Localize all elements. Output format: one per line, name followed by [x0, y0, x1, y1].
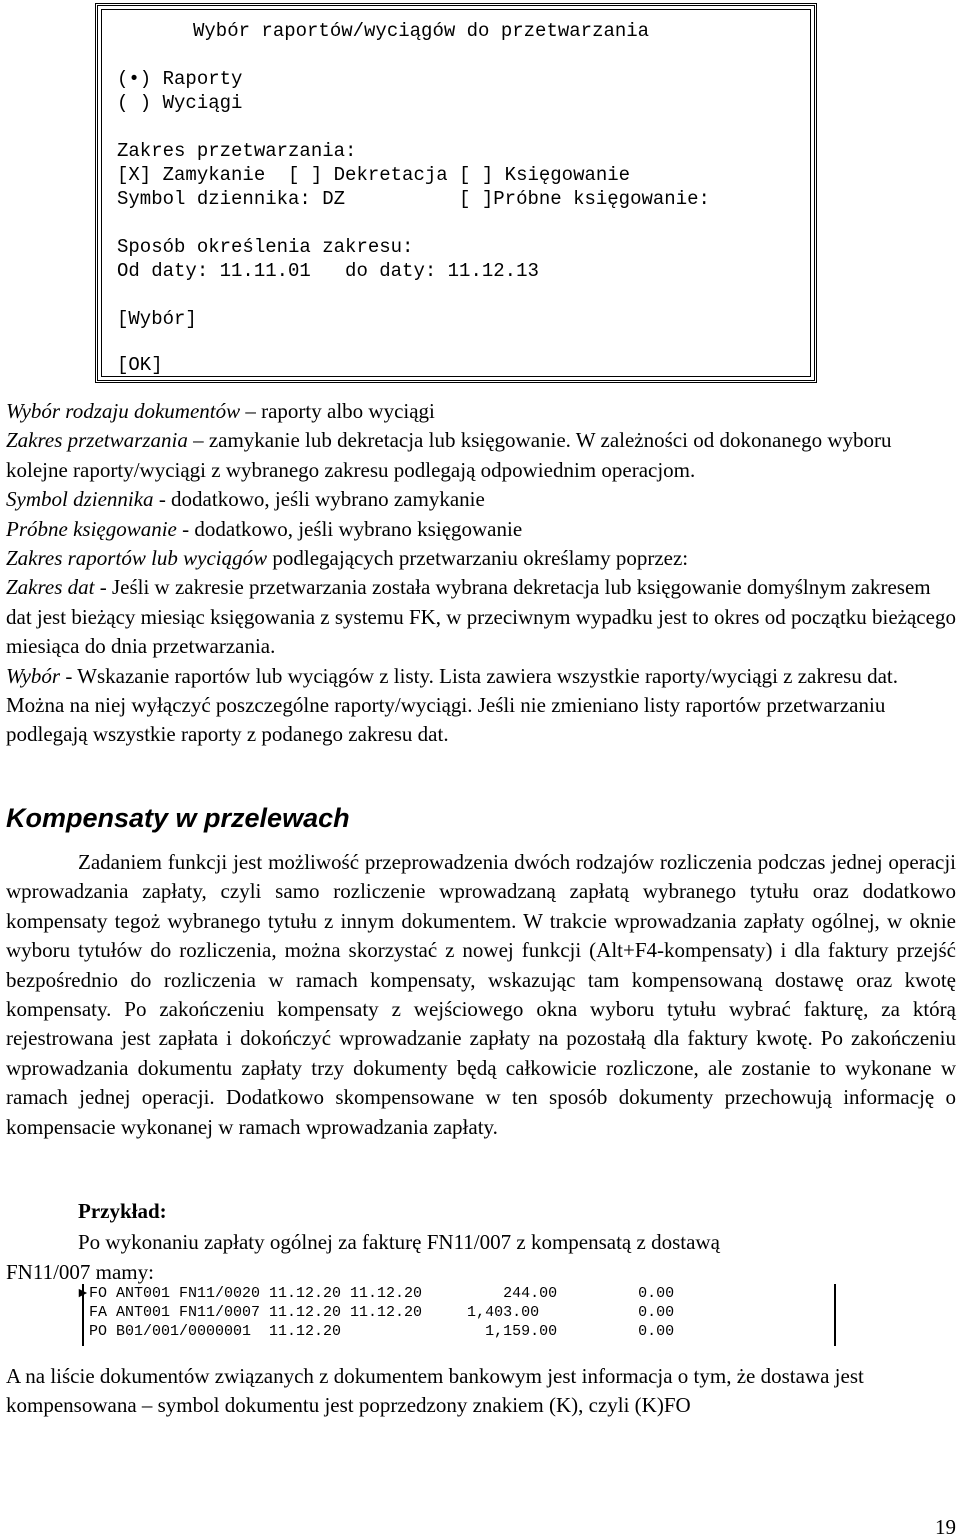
radio-wyciagi[interactable]: ( ) Wyciągi — [117, 92, 243, 114]
wybor-button[interactable]: [Wybór] — [117, 308, 197, 330]
desc-text: – zamykanie lub dekretacja lub księgowanie. W zależności od dokonanego wyboru kolejne raporty/wyciągi z wybranego zakresu podlegają odpowiednim operacjom. — [6, 428, 892, 482]
section-body — [6, 848, 956, 1142]
desc-text: - dodatkowo, jeśli wybrano księgowanie — [176, 516, 523, 541]
closing-paragraph — [6, 1362, 958, 1421]
closing-text: A na liście dokumentów związanych z dokumentem bankowym jest informacja o tym, że dostawa jest kompensowana – symbol dokumentu jest poprzedzony znakiem (K), czyli (K)FO — [6, 1364, 864, 1418]
desc-term: Symbol dziennika — [6, 487, 154, 512]
desc-text: podlegających przetwarzaniu określamy poprzez: — [267, 546, 689, 571]
row-pointer-icon: ► — [76, 1286, 90, 1301]
example-line-2: FN11/007 mamy: — [6, 1260, 154, 1284]
desc-term: Próbne księgowanie — [6, 516, 177, 541]
grid-row[interactable]: FA ANT001 FN11/0007 11.12.20 11.12.20 1,403.00 0.00 — [89, 1304, 675, 1321]
dialog-title: Wybór raportów/wyciągów do przetwarzania — [193, 20, 650, 42]
example-label: Przykład: — [78, 1199, 167, 1223]
example-line-1: Po wykonaniu zapłaty ogólnej za fakturę FN11/007 z kompensatą z dostawą — [78, 1230, 720, 1254]
desc-term: Zakres dat — [6, 575, 95, 600]
desc-paragraph — [6, 397, 956, 426]
body-paragraph: Zadaniem funkcji jest możliwość przeprowadzenia dwóch rodzajów rozliczenia podczas jednej operacji wprowadzania zapłaty, czyli samo rozliczenie wprowadzaną zapłatą wybranego tytułu oraz dodatkowo kompensaty tegoż wybranego tytułu z innym dokumentem. W trakcie wprowadzania zapłaty ogólnej, w oknie wyboru tytułów do rozliczenia, można skorzystać z nowej funkcji (Alt+F4-kompensaty) i dla faktury przejść bezpośrednio do rozliczenia w ramach kompensaty, wskazując tam kompensowaną dostawę oraz kwotę kompensaty. Po zakończeniu kompensaty z wejściowego okna wyboru tytułu wybrać fakturę, za którą rejestrowana jest zapłata i dokończyć wprowadzanie zapłaty na pozostałą dla faktury kwotę. Po zakończeniu wprowadzania dokumentu zapłaty trzy dokumenty będą całkowicie rozliczone, ale zostanie to wykonane w ramach jednej operacji. Dodatkowo skompensowane w ten sposób dokumenty przechowują informację o kompensacie wykonanej w ramach wprowadzania zapłaty. — [6, 850, 956, 1139]
desc-text: - Wskazanie raportów lub wyciągów z listy. Lista zawiera wszystkie raporty/wyciągi z zakresu dat. Można na niej wyłączyć poszczególne raporty/wyciągi. Jeśli nie zmieniano listy raportów przetwarzaniu podlegają wszystkie raporty z podanego zakresu dat. — [6, 663, 899, 747]
date-range-fields[interactable]: Od daty: 11.11.01 do daty: 11.12.13 — [117, 260, 539, 282]
desc-paragraph — [6, 662, 956, 750]
sposob-label: Sposób określenia zakresu: — [117, 236, 414, 258]
desc-text: - Jeśli w zakresie przetwarzania została wybrana dekretacja lub księgowanie domyślnym zakresem dat jest bieżący miesiąc księgowania z systemu FK, w przeciwnym wypadku jest to okres od początku bieżącego miesiąca do dnia przetwarzania. — [6, 575, 956, 659]
desc-paragraph — [6, 515, 956, 544]
grid-row[interactable]: FO ANT001 FN11/0020 11.12.20 11.12.20 244.00 0.00 — [89, 1285, 675, 1302]
desc-paragraph — [6, 485, 956, 514]
symbol-dziennika-field[interactable]: Symbol dziennika: DZ [ ]Próbne księgowanie: — [117, 188, 710, 210]
desc-paragraph — [6, 426, 956, 485]
grid-row[interactable]: PO B01/001/0000001 11.12.20 1,159.00 0.00 — [89, 1323, 675, 1340]
dialog-window — [95, 3, 817, 383]
page-number: 19 — [935, 1515, 956, 1539]
radio-raporty[interactable]: (•) Raporty — [117, 68, 243, 90]
desc-term: Zakres przetwarzania — [6, 428, 188, 453]
section-heading: Kompensaty w przelewach — [6, 803, 350, 833]
desc-term: Wybór rodzaju dokumentów — [6, 399, 241, 423]
zakres-checkboxes[interactable]: [X] Zamykanie [ ] Dekretacja [ ] Księgowanie — [117, 164, 631, 186]
desc-term: Wybór — [6, 663, 61, 688]
desc-text: – raporty albo wyciągi — [240, 399, 435, 423]
desc-paragraph — [6, 573, 956, 661]
desc-text: - dodatkowo, jeśli wybrano zamykanie — [153, 487, 485, 512]
example-grid — [76, 1284, 836, 1346]
description-block — [6, 397, 956, 750]
desc-paragraph — [6, 544, 956, 573]
zakres-label: Zakres przetwarzania: — [117, 140, 357, 162]
ok-button[interactable]: [OK] — [117, 354, 163, 376]
desc-term: Zakres raportów lub wyciągów — [6, 546, 268, 571]
